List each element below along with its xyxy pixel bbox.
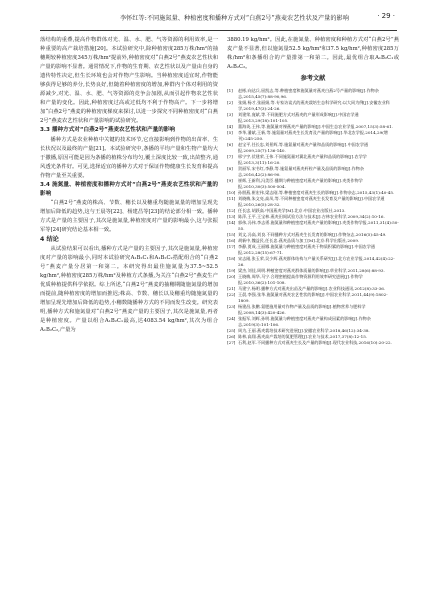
reference-text: 邢宁宇,伏建荣,王伟.不同施氮量对冀北燕麦产量和品质的影响[J].农学学报,2013,3(11):16-20. (238, 154, 367, 166)
reference-item (227, 100, 399, 112)
reference-item (227, 112, 399, 124)
right-column (227, 36, 399, 346)
reference-text: 刘晓梅,朱文亮,高凤,等.不同种植密度对燕麦生长发育及产量的影响[J].中国农学通报,2010,26(5):28-32. (238, 196, 385, 208)
reference-text: 张振军,刘辉,孙明.施氮量与种植密度对燕麦产量构成因素的影响[J].作物杂志,2019(3):101-106. (238, 316, 371, 328)
reference-number: [3] (227, 112, 233, 118)
reference-item (227, 304, 399, 316)
reference-item (227, 244, 399, 256)
reference-text: 赵彬,向达兵,屈凯志,等.种植密度和施氮量对燕麦白燕2号产量的影响[J].作物杂志,2015,45(7):88-90,96. (238, 88, 379, 100)
reference-text: 孙朋燕,崔宏伟,梁志刚,等.种植密度对燕麦生长的影响[J].作物杂志,2015,43(1):40-45. (238, 190, 395, 196)
body-paragraph: 3880.19 kg/hm²。因此,在施氮量、种植密度和种植方式对“白燕2号”燕麦产量不显著,但以施氮量52.5 kg/hm²和37.5 kg/hm²,种植密度285万株/hm²和条播组合的产量排第一和第二。因此,最优组合取A₁B₂C₁或A₁B₂C₂。 (227, 37, 399, 71)
reference-text: 马建宁,杨明.播种方式对燕麦出苗及产量的影响[J].农业科技通讯,2012(8):33-36. (238, 286, 386, 292)
section-heading-4: 4 结论 (40, 236, 59, 244)
reference-item (227, 154, 399, 166)
reference-number: [24] (227, 316, 236, 322)
reference-item (227, 178, 399, 190)
reference-text: 张娟,杨才,张丽娟,等.专家访谈式的燕麦栽培生态科学研究:以大同为例[J].安徽农业科学,2019,47(3):24-26. (238, 100, 390, 112)
reference-item (227, 88, 399, 100)
reference-number: [4] (227, 124, 233, 130)
reference-item (227, 256, 399, 268)
reference-text: 李静,贾成,王丽娜.施氮量与种植密度对燕麦干物质积累的影响[J].中国农学通报,2012,28(15):67-71. (238, 244, 375, 256)
reference-text: 任长忠,胡跃高.中国燕麦学[M].北京:中国农业出版社,2013. (238, 208, 346, 214)
reference-text: 陈萍,王平,王宝林.燕麦田间试验方法与技术[J].吉林农业科学,2009,34(2):10-16. (238, 214, 385, 220)
reference-text: 胡新中,魏益民,任长忠.燕麦品质与加工[M].北京:科学出版社,2009. (238, 238, 360, 244)
reference-text: 董海英,王伟,等.施氮量对裸燕麦产量的影响[J].中国生态农业学报,2007,15(3):58-61. (238, 124, 393, 130)
reference-text: 崔辉,王新利,冯美臣.播期与种植密度对燕麦产量的影响[J].麦类作物学报,2010,30(3):500-504. (238, 178, 363, 190)
reference-number: [15] (227, 232, 236, 238)
reference-number: [6] (227, 142, 233, 148)
body-paragraph: 从试验结果可以看出,播种方式是产量的主要因子,其次是施氮量,种植密度对产量的影响最小,同时本试验研究A₁B₂C₁和A₁B₂C₂搭配组合的“白燕2号”燕麦产量分居第一和第二。本研究得出最佳施氮量为37.5~52.5 kg/hm²,种植密度285万株/hm²及种植方式条播,为关注“白燕2号”燕麦生产优质种植提供科学依据。综上所述,“白燕2号”燕麦的抽穗期随施氮量的增加而提前,随种植密度的增加而推迟;株高、节数、穗长以及穗重均随施氮量的增加呈现先增加后降低的趋势,小穗数随播种方式的不同而发生改变。研究表明,播种方式和施氮量对“白燕2号”燕麦产量的主要因子,其次是施氮量,再者是种植密度。产量以组合A₁B₂C₁最高,达4083.54 kg/hm²,其次为组合A₁B₂C₂,产量为 (40, 246, 218, 334)
reference-item (227, 220, 399, 232)
section-heading-3-4: 3.4 施氮量、种植密度和播种方式对“白燕2号”燕麦农艺性状和产量的影响 (40, 181, 218, 197)
reference-number: [10] (227, 190, 236, 196)
reference-number: [27] (227, 340, 236, 346)
reference-number: [14] (227, 220, 236, 226)
reference-number: [25] (227, 328, 236, 334)
reference-number: [2] (227, 100, 233, 106)
reference-text: 石利,赵军.不同播种方式对燕麦生长及产量的影响[J].现代农业科技,2016(10):20-22. (238, 340, 392, 346)
reference-number: [18] (227, 256, 236, 262)
reference-number: [17] (227, 244, 236, 250)
section-heading-3-3: 3.3 播种方式对“白燕2号”燕麦农艺性状和产量的影响 (40, 127, 175, 134)
reference-text: 陈林,高翔.燕麦高产栽培的氮肥管理[J].农业与技术,2017,37(8):12-15. (238, 334, 368, 340)
reference-text: 王晨,李强,张华.施氮量对燕麦农艺性状的影响[J].中国农业科学,2011,44(9):1802-1809. (238, 292, 388, 304)
reference-item (227, 292, 399, 304)
reference-text: 郭伟,冯伟,李志勇.施氮量和种植密度对燕麦产量的影响[J].麦类作物学报,2011,31(4):50-55. (238, 220, 399, 232)
reference-text: 宋志刚,张玉荣,吴少辉.燕麦群体结构与产量关系研究[J].北方农业学报,2014,42(4):22-26. (238, 256, 395, 268)
reference-item (227, 166, 399, 178)
references-title: 参考文献 (300, 75, 326, 83)
reference-number: [26] (227, 334, 236, 340)
reference-number: [7] (227, 154, 233, 160)
running-header (40, 6, 397, 31)
reference-number: [19] (227, 268, 236, 274)
reference-text: 刘建荣,庞斌,等.不同施肥方式对燕麦的产量形成影响[J].中国农学通报,2013,29(18):101-105. (238, 112, 359, 124)
reference-list (227, 88, 399, 346)
reference-text: 梁杰,刘佳,周明.种植密度对燕麦群体质量的影响[J].草业科学,2011,28(6):88-93. (238, 268, 385, 274)
reference-number: [1] (227, 88, 233, 94)
reference-text: 贺丽军,宋书红,李静,等.施氮量对燕麦籽粒产量及品质的影响[J].作物杂志,2016,42(2):86-90. (238, 166, 364, 178)
running-title: 李怀红等:不同施氮量、种植密度和播种方式对“白燕2号”燕麦农艺性状及产量的影响 (120, 15, 349, 22)
page-number: · 29 · (377, 12, 395, 20)
body-paragraph: 播种方式是农业种植中关键的技术环节,它直接影响到作物的出苗率、生长状况以及最终的产量[21]。本试验研究中,条播的平均产量和生物产量均大于撒播,原因可能是因为条播的植株分布均匀,覆土深度比较一致,出苗整齐,通风透光条件好。可见,选择适宜的播种方式对于保证作物健康生长发育和提高作物产量至关重要。 (40, 136, 218, 179)
reference-text: 王晓梅,周华,马宁.合理密植提高作物资源利用效率研究进展[J].作物学报,2010,36(2):101-108. (238, 274, 363, 286)
reference-number: [20] (227, 274, 236, 280)
reference-item (227, 316, 399, 328)
reference-text: 周为,王丽.燕麦栽培技术研究进展[J].安徽农业科学,2018,46(12):34-38. (238, 328, 370, 334)
reference-item (227, 340, 399, 346)
reference-item (227, 196, 399, 208)
reference-number: [12] (227, 208, 236, 214)
reference-item (227, 274, 399, 286)
reference-number: [13] (227, 214, 236, 220)
reference-number: [9] (227, 178, 233, 184)
reference-number: [11] (227, 196, 236, 202)
reference-number: [5] (227, 130, 233, 136)
reference-text: 刘文,冯高,刘良.不同播种方式对燕麦生长发育的影响[J].作物杂志,2016(5):45-49. (238, 232, 387, 238)
reference-number: [8] (227, 166, 233, 172)
body-paragraph: 落结构的重叠,提高作物群体对光、温、水、肥、气等资源的利用效率,是一种重要的高产栽培措施[20]。本试验研究中,除种植密度285万株/hm²的抽穗期较种植密度345万株/hm²提前外,种植密度对“白燕2号”燕麦农艺性状和产量的影响不显著。通常情况下,作物的生育期、农艺性状以及产量由自身的遗传特性决定,但生长环境也会对作物产生影响。当种植密度适宜时,作物能够获得足够的养分,长势良好,但随着种植密度的增加,种群内个体对利用的资源减少,对光、温、水、肥、气等资源的竞争会加剧,从而引起作物农艺性状和产量的变化。因此,种植密度过高或过低均不利于作物高产。下一步将增加“白燕2号”燕麦的种植密度梯度来探讨,以进一步探究不同种植密度对“白燕2号”燕麦农艺性状和产量影响的试验研究。 (40, 37, 218, 125)
left-column (40, 36, 218, 336)
reference-text: 赵宝平,任长忠,刘景辉,等.施氮量对燕麦产量和品质的影响[J].中国农学通报,2009,25(7):136-140. (238, 142, 369, 154)
reference-item (227, 130, 399, 142)
reference-number: [21] (227, 286, 236, 292)
reference-item (227, 142, 399, 154)
reference-text: 李华,潘斌,王新,等.施氮量对燕麦生长发育及产量的影响[J].华北农学报,2014,29(增刊):245-250. (238, 130, 388, 142)
reference-number: [23] (227, 304, 236, 310)
reference-number: [22] (227, 292, 236, 298)
reference-text: 杨建昌,张鹏.氮肥施用量对作物产量及品质的影响[J].植物营养与肥料学报,2008,14(3):420-426. (238, 304, 366, 316)
reference-number: [16] (227, 238, 236, 244)
body-paragraph: “白燕2号”燕麦的株高、节数、穗长以及穗重均随施氮量的增加呈现先增加后降低的趋势,这与王晨等[22]、杨建昌等[23]的结论部分相一致。播种方式是产量的主要因子,其次是施氮量,种植密度对产量的影响最小,这与张振军等[24]研究结论基本相一致。 (40, 199, 218, 233)
